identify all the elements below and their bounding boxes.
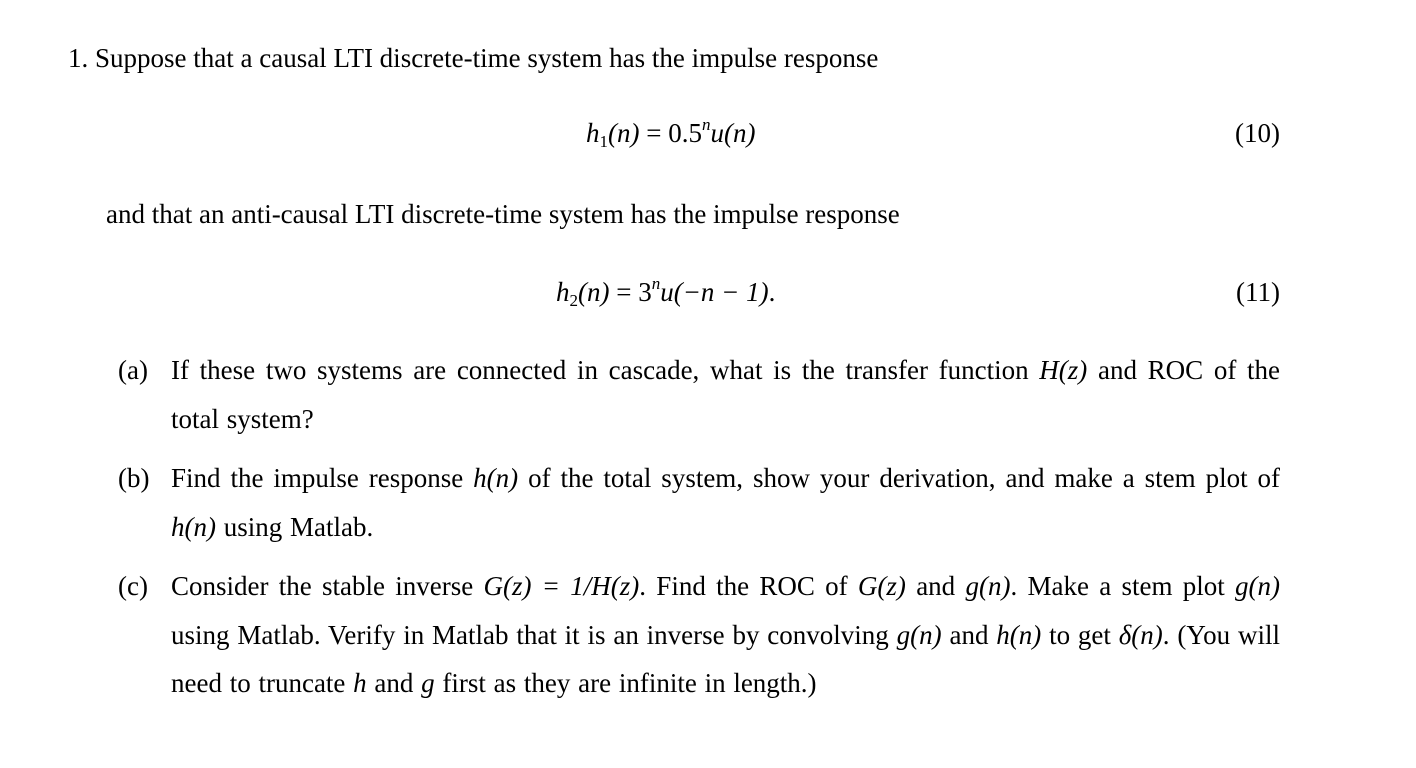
eq10-lhs-sub: 1 <box>599 132 608 151</box>
eq10-equals: = <box>639 118 669 148</box>
part-b-math-2: h(n) <box>171 511 216 542</box>
part-b-text-2: of the total system, show your derivation, and make a stem plot of <box>518 463 1280 493</box>
equation-10 <box>586 115 756 151</box>
part-c-math-6: h(n) <box>996 619 1042 650</box>
eq11-lhs-sub: 2 <box>569 291 578 310</box>
eq10-exp: n <box>701 115 711 134</box>
eq11-exp: n <box>651 274 661 293</box>
part-c-text-1: Consider the stable inverse <box>171 571 484 601</box>
part-c-math-3: g(n) <box>965 571 1011 601</box>
part-c-math-5: g(n) <box>896 619 942 650</box>
part-a-label: (a) <box>118 355 148 385</box>
eq11-lhs-fn: h <box>556 277 570 307</box>
part-c-math-8: h <box>353 668 367 698</box>
part-c-text-7: to get <box>1041 619 1119 650</box>
bridge-sentence: and that an anti-causal LTI discrete-time system has the impulse response <box>106 199 900 229</box>
eq11-rhs-arg: (−n − 1) <box>673 277 769 307</box>
part-a-math-1: H(z) <box>1039 355 1088 385</box>
part-c-text <box>171 562 1280 708</box>
eq10-lhs-arg: (n) <box>608 118 640 148</box>
part-b-label: (b) <box>118 463 150 493</box>
eq10-rhs-fn: u <box>710 118 724 148</box>
eq10-rhs-arg: (n) <box>723 118 756 148</box>
part-c-text-8: . (You will need to truncate <box>171 619 1281 698</box>
part-c-text-6: and <box>941 619 997 650</box>
problem-statement <box>68 45 878 72</box>
equation-11-number: (11) <box>1236 277 1280 307</box>
part-b-text-3: using Matlab. <box>215 511 374 542</box>
equation-10-number: (10) <box>1235 118 1280 148</box>
part-c-text-5: using Matlab. Verify in Matlab that it is an inverse by convolving <box>171 619 897 650</box>
eq11-lhs-arg: (n) <box>578 277 610 307</box>
part-c-text-4: . Make a stem plot <box>1010 571 1236 601</box>
part-b-text-1: Find the impulse response <box>171 463 474 493</box>
problem-number: 1. <box>68 43 89 73</box>
eq11-tail: . <box>768 277 776 307</box>
part-c-math-7: δ(n) <box>1118 619 1163 650</box>
eq11-rhs-fn: u <box>660 277 674 307</box>
part-a-text-2: and ROC of the total system? <box>171 355 1280 434</box>
part-c-math-9: g <box>421 668 435 698</box>
part-c-math-4: g(n) <box>1235 571 1280 601</box>
eq10-lhs-fn: h <box>586 118 600 148</box>
eq11-base: 3 <box>638 277 652 307</box>
part-c-text-10: first as they are infinite in length.) <box>434 668 817 698</box>
part-c-math-2: G(z) <box>857 571 906 601</box>
part-c-math-1: G(z) = 1/H(z) <box>483 571 640 601</box>
part-a-text <box>171 346 1280 443</box>
part-a-text-1: If these two systems are connected in cascade, what is the transfer function <box>171 355 1040 385</box>
part-c-text-3: and <box>905 571 966 601</box>
part-c-label: (c) <box>118 571 148 601</box>
part-b-text <box>171 454 1280 551</box>
part-c-text-9: and <box>366 668 422 698</box>
part-c-text-2: . Find the ROC of <box>639 571 858 601</box>
problem-intro: Suppose that a causal LTI discrete-time system has the impulse response <box>95 43 879 73</box>
eq10-base: 0.5 <box>668 118 702 148</box>
part-b-math-1: h(n) <box>473 463 519 493</box>
eq11-equals: = <box>609 277 639 307</box>
equation-11 <box>556 274 776 310</box>
